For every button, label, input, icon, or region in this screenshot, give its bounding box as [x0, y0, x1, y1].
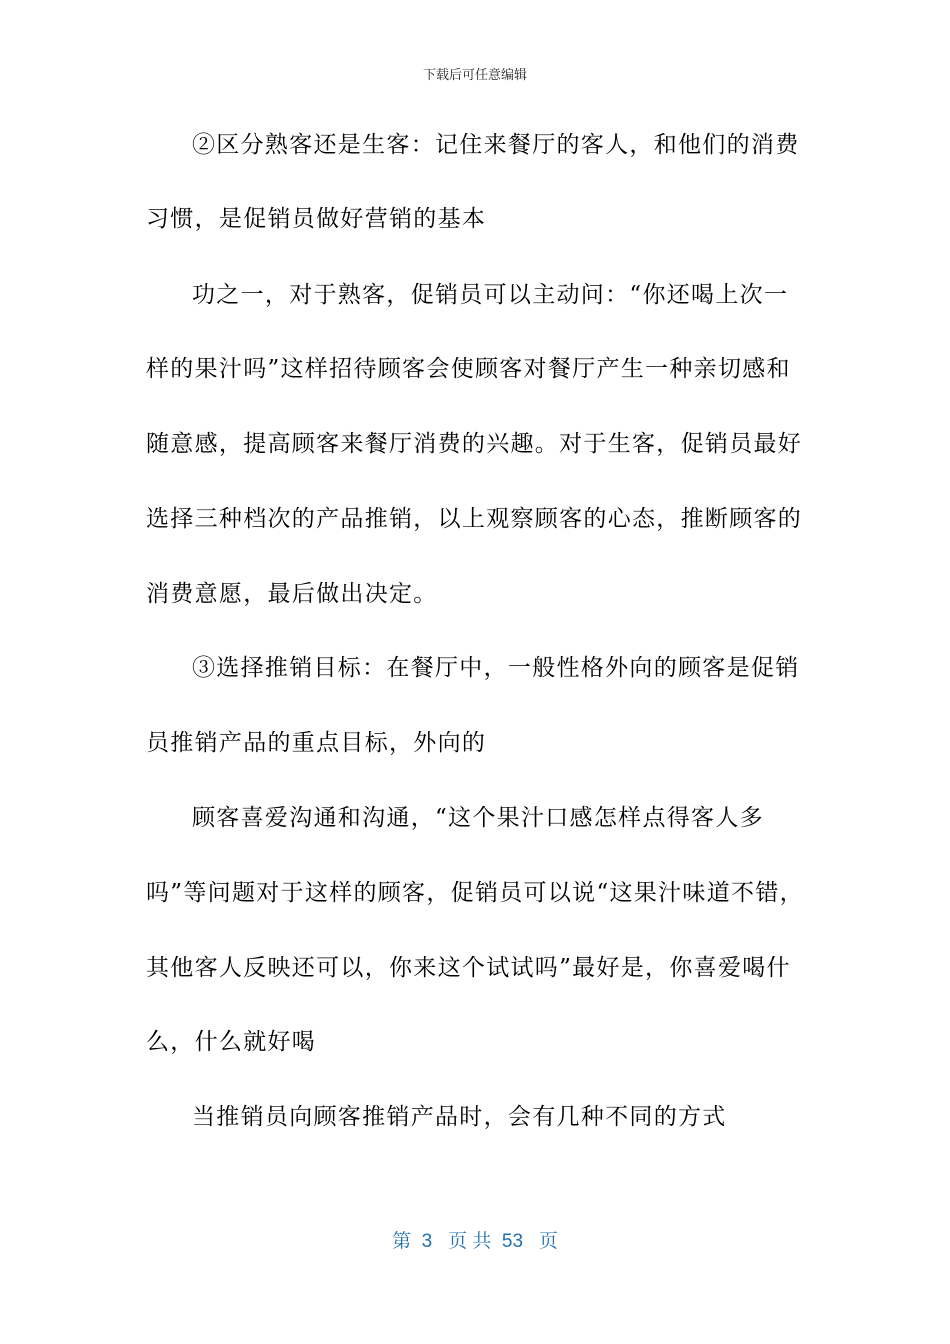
paragraph-line: 选择三种档次的产品推销，以上观察顾客的心态，推断顾客的: [146, 506, 803, 532]
paragraph-line: 吗”等问题对于这样的顾客，促销员可以说“这果汁味道不错，: [146, 880, 804, 906]
paragraph-line: ②区分熟客还是生客：记住来餐厅的客人，和他们的消费: [192, 132, 800, 158]
paragraph-line: 顾客喜爱沟通和沟通，“这个果汁口感怎样点得客人多: [192, 805, 764, 831]
page-header: 下载后可任意编辑: [422, 68, 527, 83]
paragraph-line: 其他客人反映还可以，你来这个试试吗”最好是，你喜爱喝什: [146, 955, 791, 981]
paragraph-line: ③选择推销目标：在餐厅中，一般性格外向的顾客是促销: [192, 655, 800, 681]
paragraph-line: 样的果汁吗”这样招待顾客会使顾客对餐厅产生一种亲切感和: [146, 356, 791, 382]
paragraph-line: 员推销产品的重点目标，外向的: [146, 730, 487, 756]
paragraph-line: 当推销员向顾客推销产品时，会有几种不同的方式: [192, 1104, 727, 1130]
paragraph-line: 功之一，对于熟客，促销员可以主动问：“你还喝上次一: [192, 282, 789, 308]
paragraph-line: 消费意愿，最后做出决定。: [146, 581, 438, 607]
page-number-footer: 第 3 页 共 53 页: [392, 1231, 558, 1252]
paragraph-line: 习惯，是促销员做好营销的基本: [146, 206, 487, 232]
paragraph-line: 么，什么就好喝: [146, 1029, 317, 1055]
paragraph-line: 随意感，提高顾客来餐厅消费的兴趣。对于生客，促销员最好: [146, 431, 803, 457]
